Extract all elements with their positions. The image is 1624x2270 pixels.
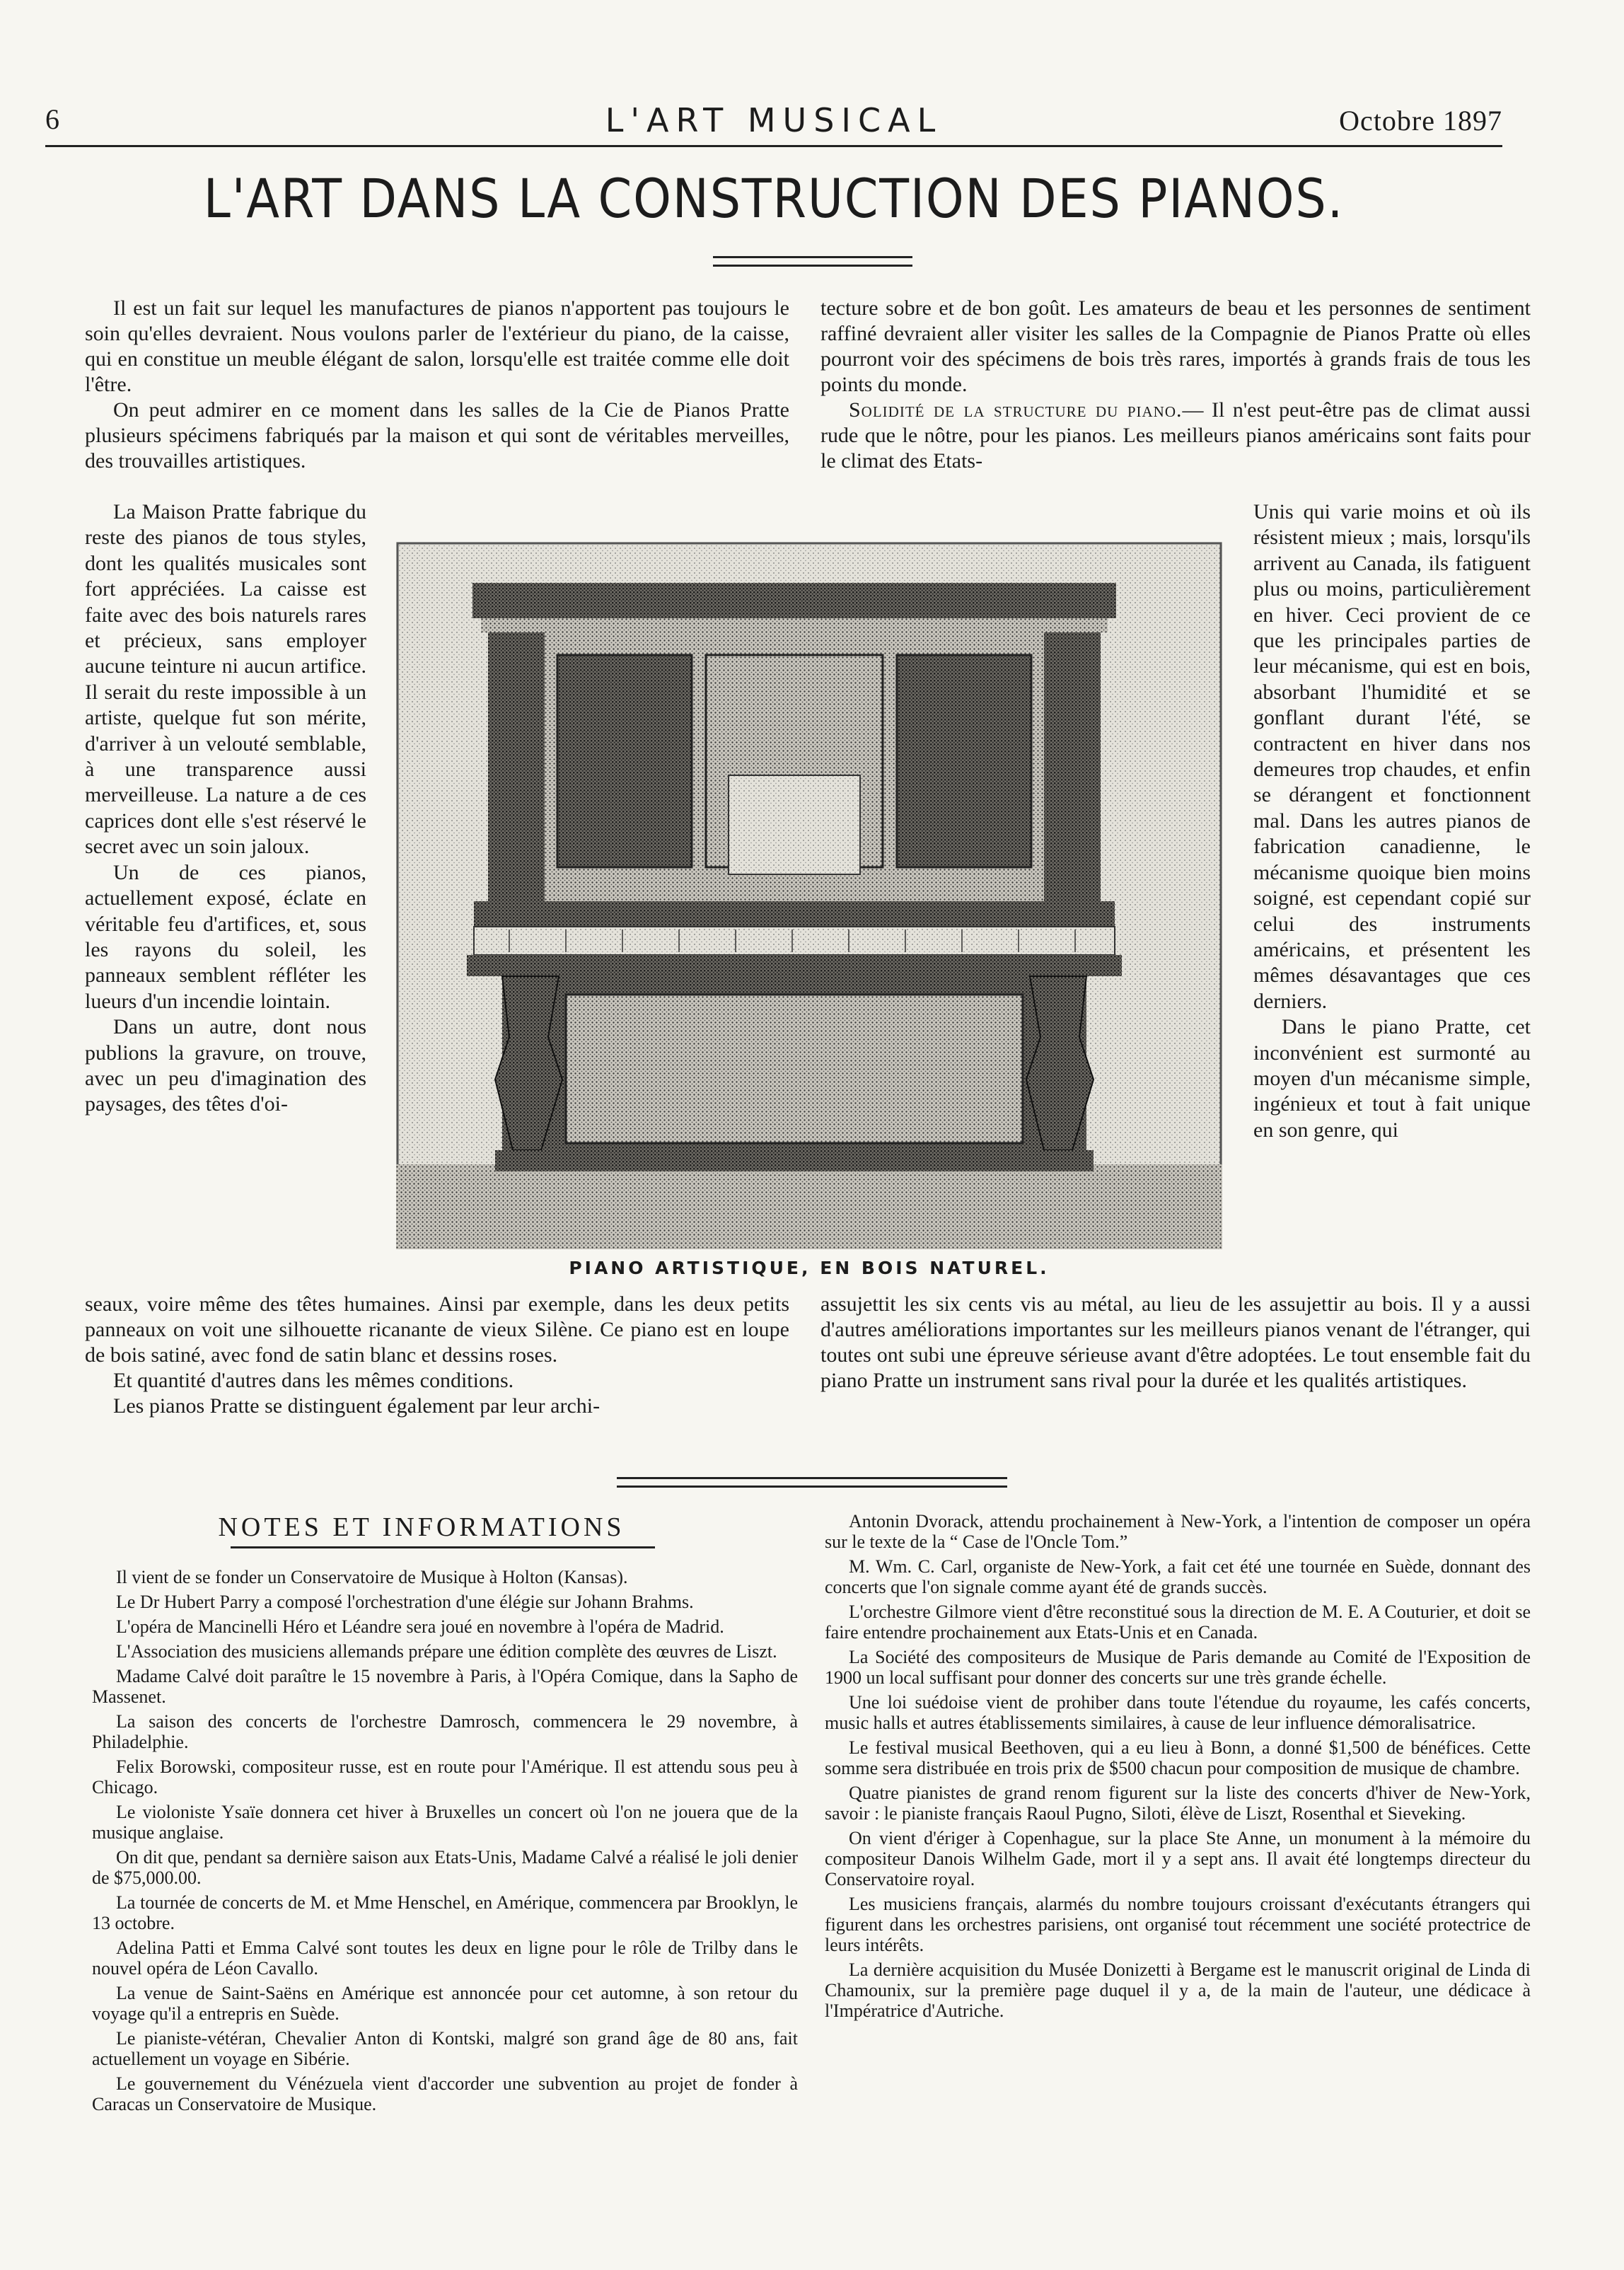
note-item: Le pianiste-vétéran, Chevalier Anton di Kontski, malgré son grand âge de 80 ans, fait actuellement un voyage en Sibérie.: [92, 2028, 798, 2069]
note-item: Felix Borowski, compositeur russe, est en route pour l'Amérique. Il est attendu sous peu à Chicago.: [92, 1756, 798, 1797]
paragraph: On peut admirer en ce moment dans les salles de la Cie de Pianos Pratte plusieurs spécimens fabriqués par la maison et qui sont de véritables merveilles, des trouvailles artistiques.: [85, 398, 789, 473]
note-item: Le festival musical Beethoven, qui a eu lieu à Bonn, a donné $1,500 de bénéfices. Cette somme sera distribuée en trois prix de $500 chacun pour composition de musique de chambre.: [825, 1737, 1531, 1778]
paragraph: La Maison Pratte fabrique du reste des pianos de tous styles, dont les qualités musicales sont fort appréciées. La caisse est faite avec des bois naturels rares et précieux, sans employer aucune teinture ni aucun artifice. Il serait du reste impossible à un artiste, quelque fut son mérite, d'arriver à un velouté semblable, à une transparence aussi merveilleuse. La nature a de ces caprices dont elle s'est réservé le secret avec un soin jaloux.: [85, 500, 366, 859]
page-number: 6: [45, 103, 59, 135]
paragraph: Il est un fait sur lequel les manufactures de pianos n'apportent pas toujours le soin qu'elles devraient. Nous voulons parler de l'extérieur du piano, de la caisse, qui en constitue un meuble élégant de salon, lorsqu'elle est traitée comme elle doit l'être.: [85, 296, 789, 396]
note-item: La dernière acquisition du Musée Donizetti à Bergame est le manuscrit original de Linda di Chamounix, sur la première page duquel il y a, de la main de l'auteur, une dédicace à l'Impératrice d'Autriche.: [825, 1959, 1531, 2021]
piano-engraving: [396, 542, 1222, 1249]
note-item: L'opéra de Mancinelli Héro et Léandre sera joué en novembre à l'opéra de Madrid.: [116, 1616, 724, 1637]
section-divider: [617, 1477, 1007, 1488]
paragraph: Les pianos Pratte se distinguent également par leur archi-: [113, 1394, 601, 1418]
note-item: On vient d'ériger à Copenhague, sur la place Ste Anne, un monument à la mémoire du compositeur Danois Wilhelm Gade, mort il y a sept ans. Il avait été longtemps directeur du Conservatoire royal.: [825, 1828, 1531, 1889]
paragraph: assujettit les six cents vis au métal, au lieu de les assujettir au bois. Il y a aussi d'autres améliorations importantes sur les meilleurs pianos venant de l'étranger, qui toutes ont subi une épreuve sérieuse avant d'être adoptées. Le tout ensemble fait du piano Pratte un instrument sans rival pour la durée et les qualités artistiques.: [820, 1292, 1531, 1392]
journal-title: L'ART MUSICAL: [605, 101, 943, 139]
note-item: Les musiciens français, alarmés du nombre toujours croissant d'exécutants étrangers qui figurent dans les orchestres parisiens, ont organisé tout récemment une société protectrice de leurs intérêts.: [825, 1894, 1531, 1955]
note-item: Antonin Dvorack, attendu prochainement à New-York, a l'intention de composer un opéra sur le texte de la “ Case de l'Oncle Tom.”: [825, 1511, 1531, 1552]
section-paragraph: [820, 398, 1531, 474]
paragraph: Un de ces pianos, actuellement exposé, éclate en véritable feu d'artifices, et, sous les rayons du soleil, les panneaux semblent réfléter les lueurs d'un incendie lointain.: [85, 860, 366, 1013]
article-right-narrow: [1253, 499, 1531, 1143]
section-lead: Solidité de la structure du piano.: [849, 398, 1183, 422]
note-item: La saison des concerts de l'orchestre Damrosch, commencera le 29 novembre, à Philadelphie.: [92, 1711, 798, 1752]
note-item: La venue de Saint-Saëns en Amérique est annoncée pour cet automne, à son retour du voyage qu'il a entrepris en Suède.: [92, 1983, 798, 2024]
paragraph: Dans un autre, dont nous publions la gravure, on trouve, avec un peu d'imagination des paysages, des têtes d'oi-: [85, 1015, 366, 1116]
figure-caption: PIANO ARTISTIQUE, EN BOIS NATUREL.: [569, 1258, 1050, 1278]
paragraph: tecture sobre et de bon goût. Les amateurs de beau et les personnes de sentiment raffiné devraient aller visiter les salles de la Compagnie de Pianos Pratte où elles pourront voir des spécimens de bois très rares, importés à grands frais de tous les points du monde.: [820, 296, 1531, 396]
title-divider: [713, 256, 912, 267]
note-item: Il vient de se fonder un Conservatoire de Musique à Holton (Kansas).: [116, 1567, 628, 1587]
note-item: On dit que, pendant sa dernière saison aux Etats-Unis, Madame Calvé a réalisé le joli denier de $75,000.00.: [92, 1847, 798, 1888]
article-left-top: [85, 296, 789, 474]
note-item: La tournée de concerts de M. et Mme Henschel, en Amérique, commencera par Brooklyn, le 13 octobre.: [92, 1892, 798, 1933]
notes-title-underline: [231, 1546, 655, 1551]
note-item: Une loi suédoise vient de prohiber dans toute l'étendue du royaume, les cafés concerts, music halls et autres établissements similaires, à cause de leur influence démoralisatrice.: [825, 1692, 1531, 1733]
article-title: L'ART DANS LA CONSTRUCTION DES PIANOS.: [203, 167, 1345, 230]
note-item: Madame Calvé doit paraître le 15 novembre à Paris, à l'Opéra Comique, dans la Sapho de Massenet.: [92, 1666, 798, 1707]
note-item: Adelina Patti et Emma Calvé sont toutes les deux en ligne pour le rôle de Trilby dans le nouvel opéra de Léon Cavallo.: [92, 1938, 798, 1979]
note-item: Le Dr Hubert Parry a composé l'orchestration d'une élégie sur Johann Brahms.: [116, 1592, 694, 1612]
paragraph: Et quantité d'autres dans les mêmes conditions.: [113, 1369, 514, 1392]
note-item: Le gouvernement du Vénézuela vient d'accorder une subvention au projet de fonder à Caracas un Conservatoire de Musique.: [92, 2073, 798, 2114]
article-left-bottom: [85, 1292, 789, 1419]
note-item: La Société des compositeurs de Musique de Paris demande au Comité de l'Exposition de 1900 un local suffisant pour donner des concerts sur une très grande échelle.: [825, 1647, 1531, 1688]
note-item: Le violoniste Ysaïe donnera cet hiver à Bruxelles un concert où l'on ne jouera que de la musique anglaise.: [92, 1802, 798, 1843]
issue-date: Octobre 1897: [1339, 105, 1502, 137]
article-left-narrow: [85, 499, 366, 1118]
notes-title: NOTES ET INFORMATIONS: [218, 1512, 625, 1542]
piano-illustration: [396, 542, 1222, 1249]
paragraph: seaux, voire même des têtes humaines. Ainsi par exemple, dans les deux petits panneaux on voit une silhouette ricanante de vieux Silène. Ce piano est en loupe de bois satiné, avec fond de satin blanc et dessins roses.: [85, 1292, 789, 1367]
note-item: L'orchestre Gilmore vient d'être reconstitué sous la direction de M. E. A Couturier, et doit se faire entendre prochainement aux Etats-Unis et en Canada.: [825, 1602, 1531, 1643]
note-item: Quatre pianistes de grand renom figurent sur la liste des concerts d'hiver de New-York, savoir : le pianiste français Raoul Pugno, Siloti, élève de Liszt, Rosenthal et Sieveking.: [825, 1783, 1531, 1824]
section-text: — Il n'est peut-être pas de climat aussi rude que le nôtre, pour les pianos. Les meilleurs pianos américains sont faits pour le climat des Etats-: [820, 398, 1531, 473]
article-right-bottom: [820, 1292, 1531, 1394]
note-item: L'Association des musiciens allemands prépare une édition complète des œuvres de Liszt.: [116, 1641, 777, 1662]
note-item: M. Wm. C. Carl, organiste de New-York, a fait cet été une tournée en Suède, donnant des concerts que l'on signale comme ayant été de grands succès.: [825, 1556, 1531, 1597]
page-header: [45, 103, 1502, 147]
notes-left-column: [92, 1567, 798, 2119]
article-right-top: [820, 296, 1531, 474]
paragraph: Dans le piano Pratte, cet inconvénient est surmonté au moyen d'un mécanisme simple, ingénieux et tout à fait unique en son genre, qui: [1253, 1015, 1531, 1142]
paragraph: Unis qui varie moins et où ils résistent mieux ; mais, lorsqu'ils arrivent au Canada, ils fatiguent plus ou moins, particulièrement en hiver. Ceci provient de ce que les principales parties de leur mécanisme, qui est en bois, absorbant l'humidité et se gonflant durant l'été, se contractent en hiver dans nos demeures trop chaudes, et enfin se dérangent et fonctionnent mal. Dans les autres pianos de fabrication canadienne, le mécanisme quoique bien moins soigné, est cependant copié sur celui des instruments américains, et présentent les mêmes désavantages que ces derniers.: [1253, 500, 1531, 1013]
notes-right-column: [825, 1511, 1531, 2025]
